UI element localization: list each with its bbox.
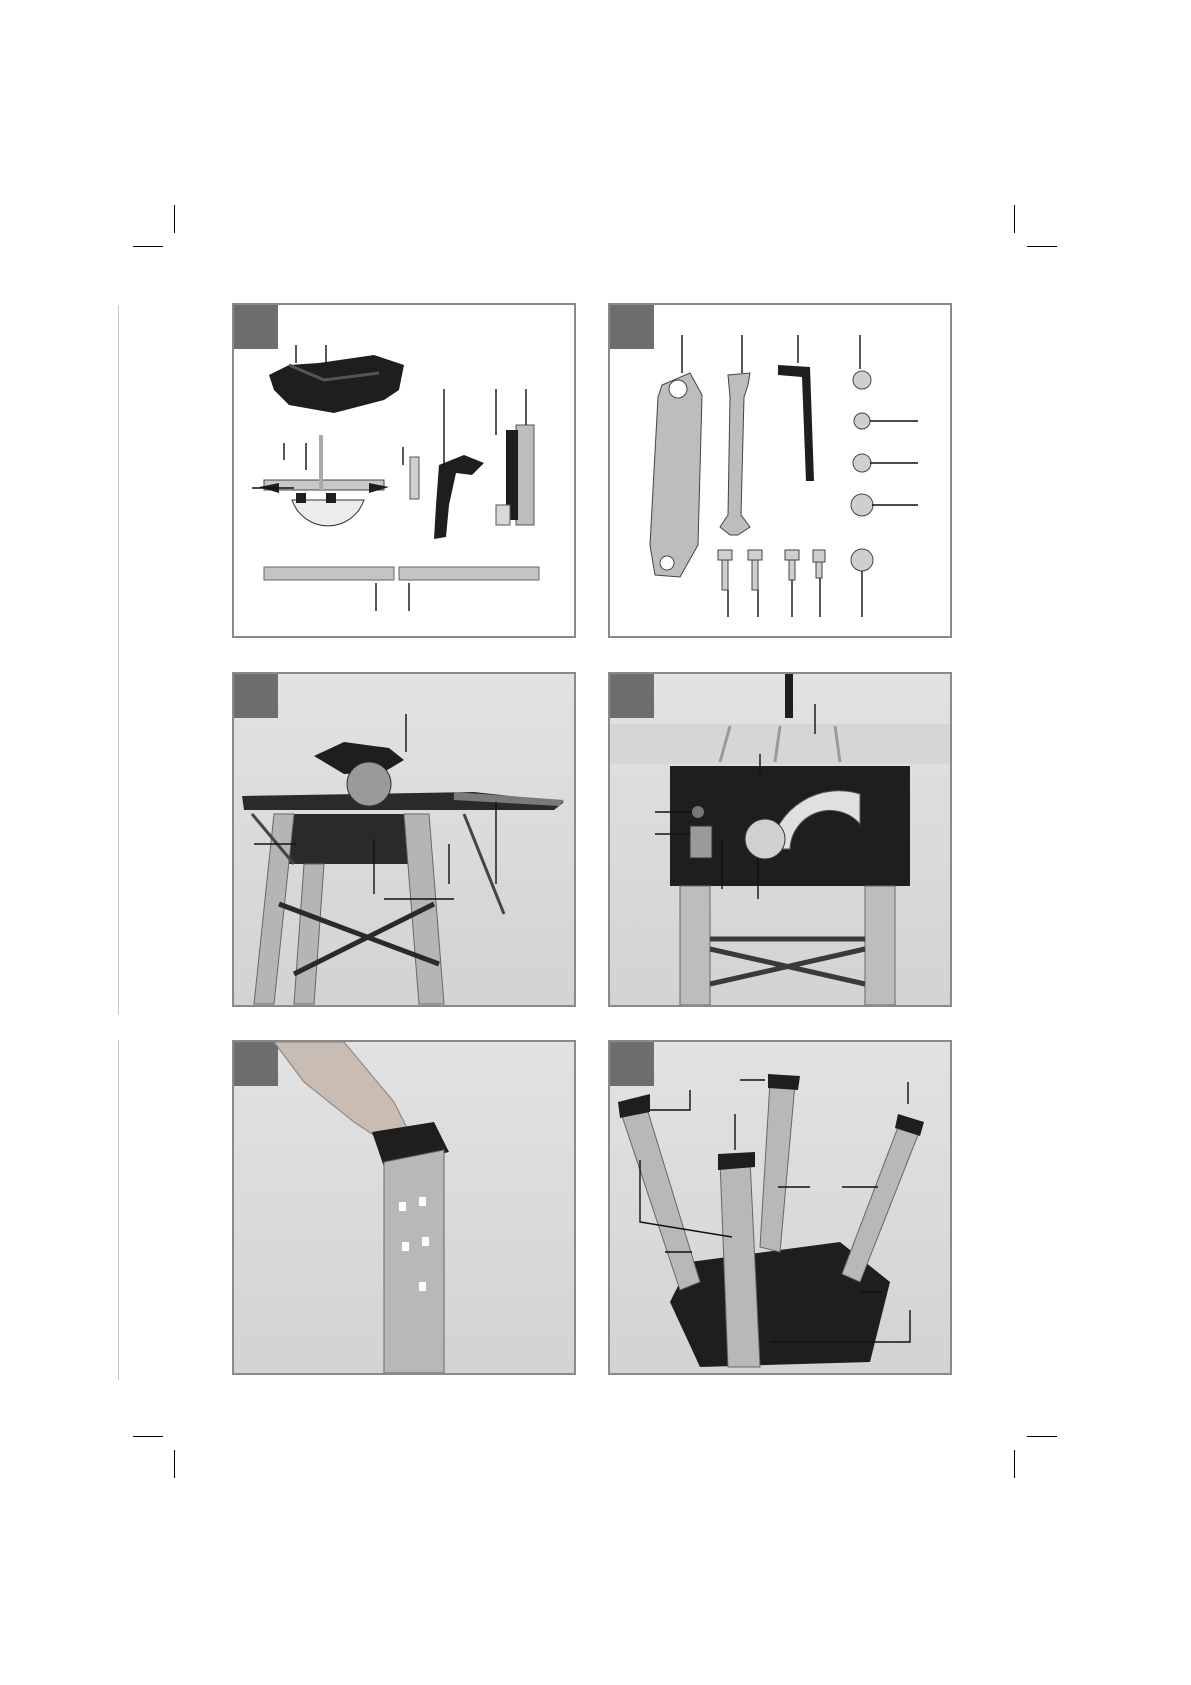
nut-1 bbox=[853, 371, 871, 389]
height-handwheel bbox=[745, 819, 785, 859]
figure-5-photo bbox=[234, 1042, 574, 1373]
figure-1-panel bbox=[232, 303, 576, 638]
overload-reset bbox=[692, 806, 704, 818]
figure-4-panel bbox=[608, 672, 952, 1007]
bolt-3 bbox=[785, 550, 799, 560]
bolt-1 bbox=[718, 550, 732, 560]
figure-1-illustration bbox=[234, 305, 574, 636]
crop-mark-top-left-v bbox=[174, 205, 175, 233]
figure-4-photo bbox=[610, 674, 950, 1005]
blade-slot-fence bbox=[785, 674, 793, 718]
riving-knife bbox=[434, 455, 484, 539]
leader-line bbox=[682, 335, 918, 617]
parallel-fence bbox=[516, 425, 534, 525]
figure-5-panel bbox=[232, 1040, 576, 1375]
on-off-switch bbox=[690, 826, 712, 858]
blade-wrench bbox=[650, 373, 702, 577]
leg-cross-brace bbox=[710, 939, 865, 984]
crop-mark-top-right-v bbox=[1014, 205, 1015, 233]
bolt-4 bbox=[813, 550, 825, 562]
left-margin-rule-lower bbox=[118, 1040, 119, 1380]
figure-3-panel bbox=[232, 672, 576, 1007]
figure-6-photo bbox=[610, 1042, 950, 1373]
leg-profile bbox=[384, 1150, 444, 1373]
mitre-gauge-protractor bbox=[292, 500, 364, 526]
flange-washer bbox=[851, 549, 873, 571]
motor-housing bbox=[289, 814, 419, 864]
washer-2 bbox=[851, 494, 873, 516]
crop-mark-bottom-left-h bbox=[133, 1436, 163, 1437]
nut-2 bbox=[854, 413, 870, 429]
open-end-spanner bbox=[720, 373, 750, 535]
leg-3 bbox=[760, 1082, 795, 1252]
figure-2-illustration bbox=[610, 305, 950, 636]
figure-3-photo bbox=[234, 674, 574, 1005]
crop-mark-top-right-h bbox=[1027, 246, 1057, 247]
crop-mark-bottom-left-v bbox=[174, 1450, 175, 1478]
allen-key bbox=[778, 365, 814, 481]
leg-1 bbox=[620, 1102, 700, 1290]
washer-1 bbox=[853, 454, 871, 472]
hand bbox=[274, 1042, 409, 1142]
mounting-plate bbox=[410, 457, 419, 499]
leg-4 bbox=[842, 1122, 920, 1282]
legs bbox=[680, 886, 710, 1005]
left-margin-rule bbox=[118, 305, 119, 1015]
figure-6-panel bbox=[608, 1040, 952, 1375]
bolt-2 bbox=[748, 550, 762, 560]
crop-mark-bottom-right-h bbox=[1027, 1436, 1057, 1437]
extension-rail-right bbox=[399, 567, 539, 580]
saw-blade bbox=[347, 762, 391, 806]
extension-rail-left bbox=[264, 567, 394, 580]
figure-2-panel bbox=[608, 303, 952, 638]
crop-mark-top-left-h bbox=[133, 246, 163, 247]
blade-guard bbox=[269, 355, 404, 413]
crop-mark-bottom-right-v bbox=[1014, 1450, 1015, 1478]
